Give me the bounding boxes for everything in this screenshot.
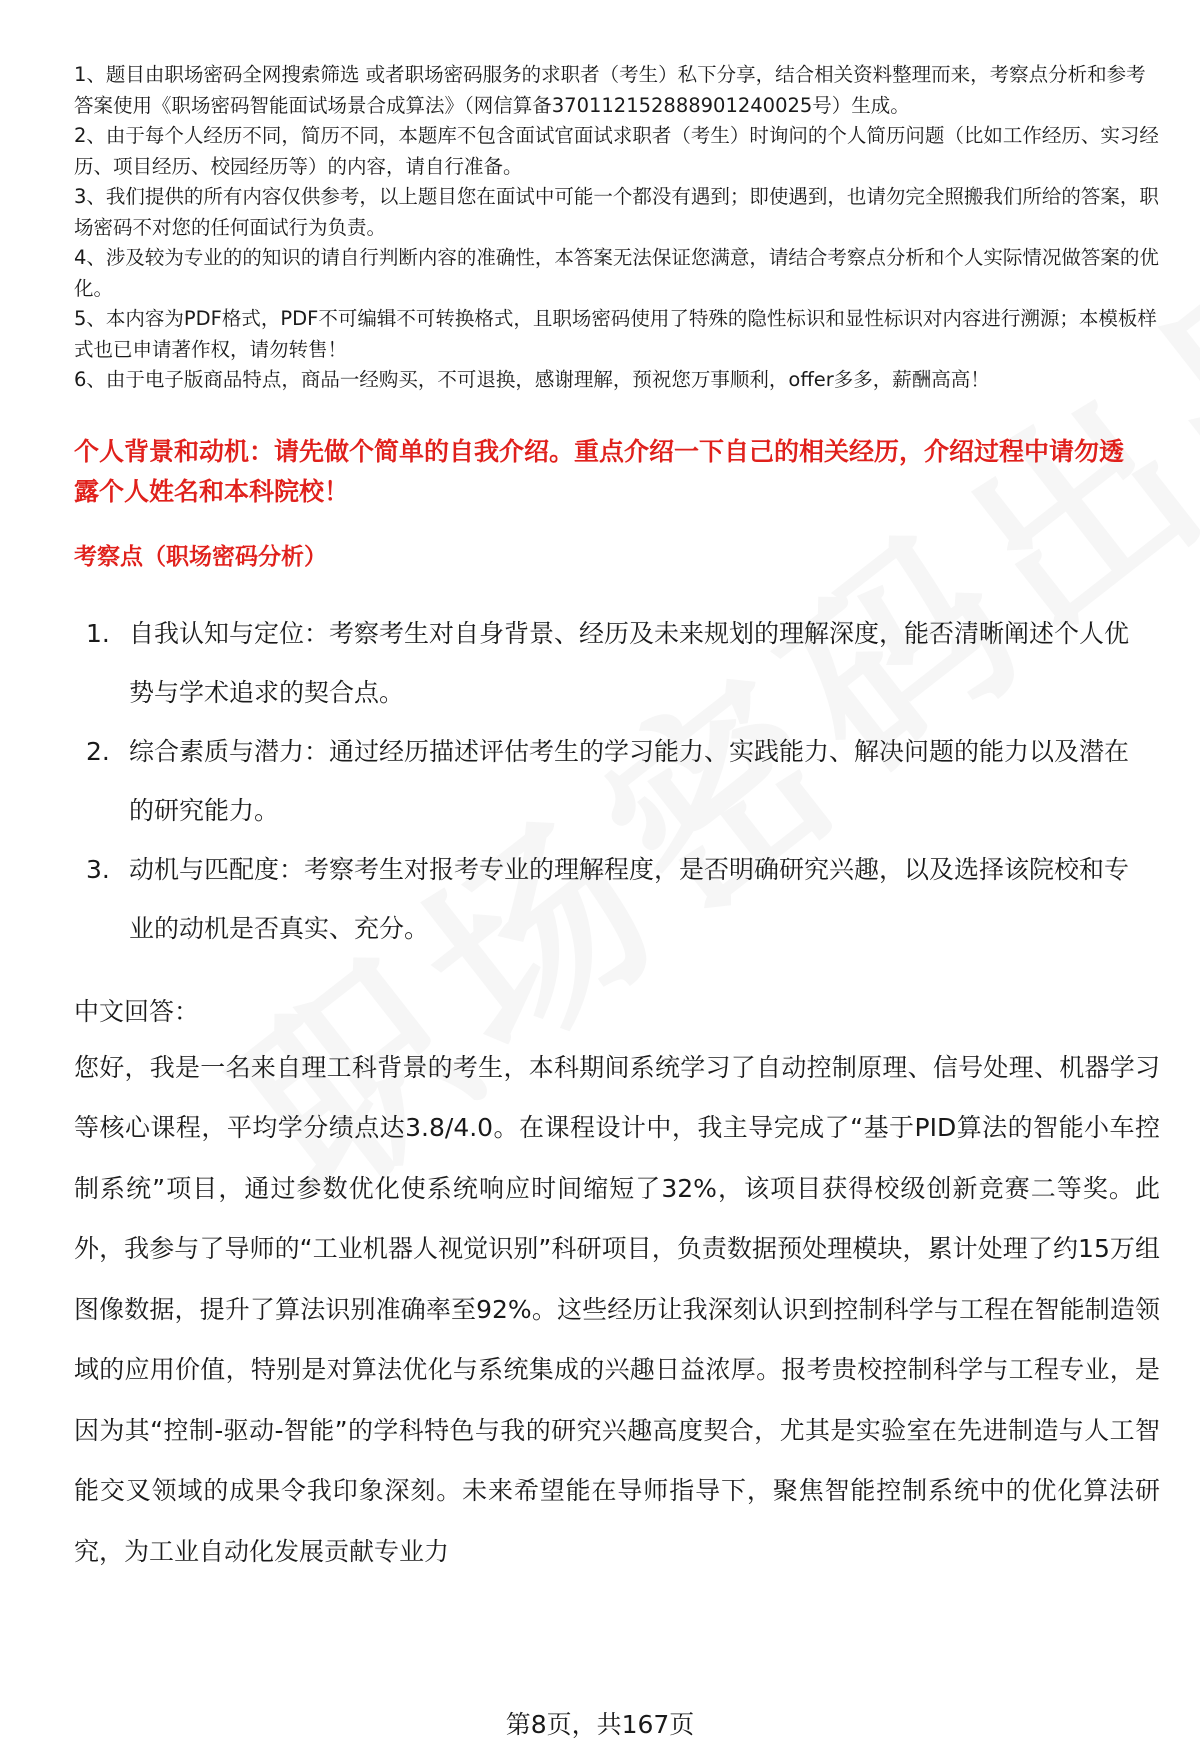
page-footer: 第8页，共167页 (505, 1710, 695, 1739)
disclaimer-item: 6、由于电子版商品特点，商品一经购买，不可退换，感谢理解，预祝您万事顺利，offer多多，薪酬高高！ (74, 368, 990, 391)
point-text: 动机与匹配度：考察考生对报考专业的理解程度，是否明确研究兴趣，以及选择该院校和专业的动机是否真实、充分。 (129, 854, 1130, 943)
disclaimer-item: 2、由于每个人经历不同，简历不同，本题库不包含面试官面试求职者（考生）时询问的个人简历问题（比如工作经历、实习经历、项目经历、校园经历等）的内容，请自行准备。 (74, 124, 1159, 178)
interview-question: 个人背景和动机：请先做个简单的自我介绍。重点介绍一下自己的相关经历，介绍过程中请勿透露个人姓名和本科院校！ (74, 436, 1125, 506)
point-number: 3. (86, 854, 110, 884)
answer-text: 您好，我是一名来自理工科背景的考生，本科期间系统学习了自动控制原理、信号处理、机器学习等核心课程，平均学分绩点达3.8/4.0。在课程设计中，我主导完成了“基于PID算法的智能小车控制系统”项目，通过参数优化使系统响应时间缩短了32%，该项目获得校级创新竞赛二等奖。此外，我参与了导师的“工业机器人视觉识别”科研项目，负责数据预处理模块，累计处理了约15万组图像数据，提升了算法识别准确率至92%。这些经历让我深刻认识到控制科学与工程在智能制造领域的应用价值，特别是对算法优化与系统集成的兴趣日益浓厚。报考贵校控制科学与工程专业，是因为其“控制-驱动-智能”的学科特色与我的研究兴趣高度契合，尤其是实验室在先进制造与人工智能交叉领域的成果令我印象深刻。未来希望能在导师指导下，聚焦智能控制系统中的优化算法研究，为工业自动化发展贡献专业力 (74, 1052, 1160, 1566)
disclaimer-item: 5、本内容为PDF格式，PDF不可编辑不可转换格式，且职场密码使用了特殊的隐性标识和显性标识对内容进行溯源；本模板样式也已申请著作权，请勿转售！ (74, 307, 1157, 361)
analysis-point (74, 722, 1160, 840)
analysis-point (74, 840, 1160, 958)
analysis-points (74, 604, 1160, 958)
disclaimer-item: 3、我们提供的所有内容仅供参考，以上题目您在面试中可能一个都没有遇到；即使遇到，也请勿完全照搬我们所给的答案，职场密码不对您的任何面试行为负责。 (74, 185, 1159, 239)
point-number: 2. (86, 736, 110, 766)
disclaimer-block (74, 60, 1160, 396)
analysis-heading: 考察点（职场密码分析） (74, 543, 327, 570)
point-number: 1. (86, 618, 110, 648)
point-text: 自我认知与定位：考察考生对自身背景、经历及未来规划的理解深度，能否清晰阐述个人优势与学术追求的契合点。 (129, 618, 1130, 707)
point-text: 综合素质与潜力：通过经历描述评估考生的学习能力、实践能力、解决问题的能力以及潜在的研究能力。 (129, 736, 1130, 825)
disclaimer-item: 1、题目由职场密码全网搜索筛选 或者职场密码服务的求职者（考生）私下分享，结合相关资料整理而来，考察点分析和参考答案使用《职场密码智能面试场景合成算法》（网信算备370112152888901240025号）生成。 (74, 63, 1146, 117)
answer-label: 中文回答： (74, 996, 200, 1026)
disclaimer-item: 4、涉及较为专业的的知识的请自行判断内容的准确性，本答案无法保证您满意，请结合考察点分析和个人实际情况做答案的优化。 (74, 246, 1159, 300)
analysis-point (74, 604, 1160, 722)
